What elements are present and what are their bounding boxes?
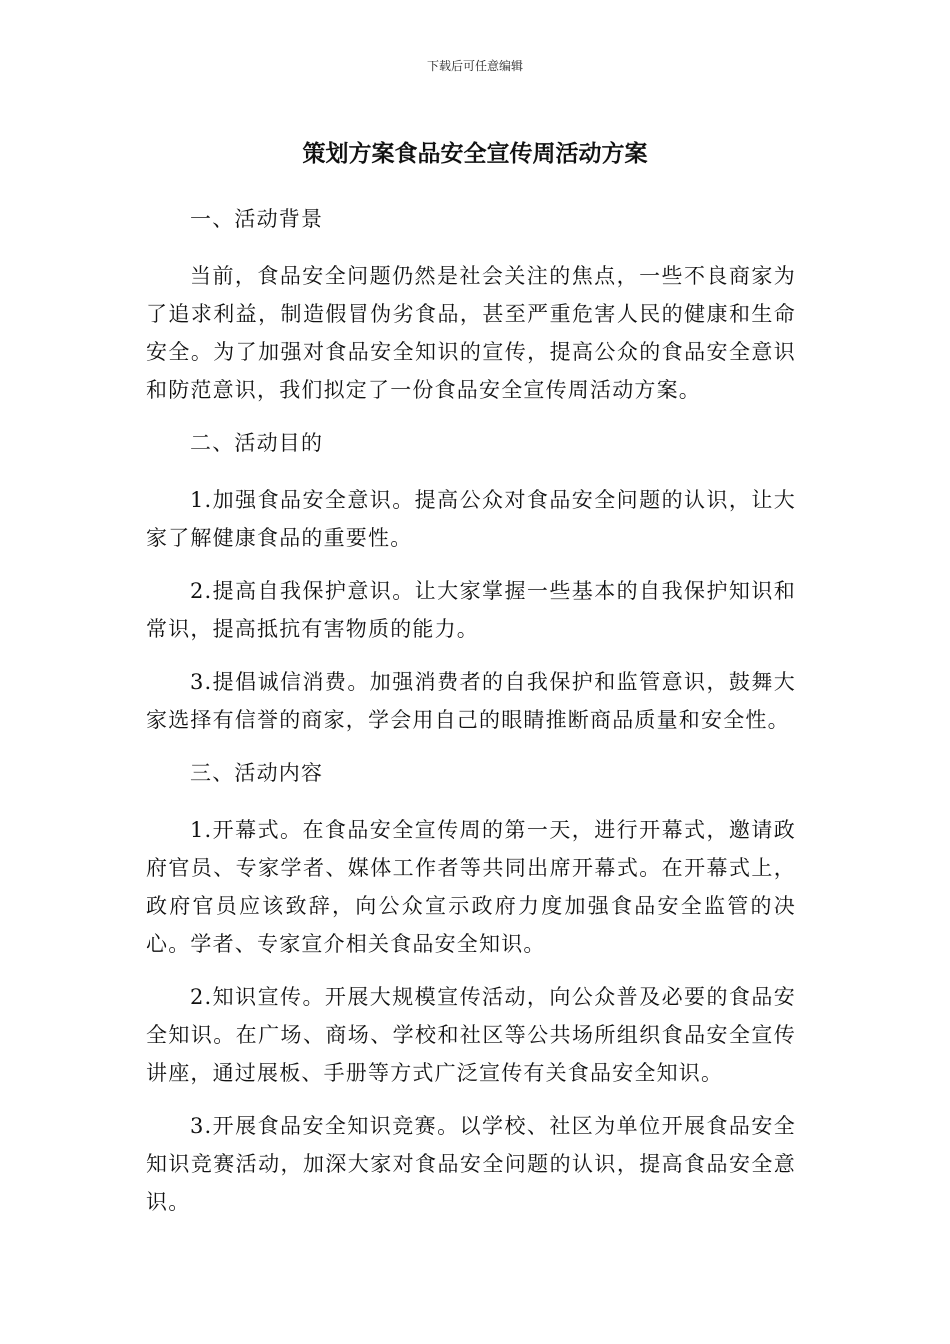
paragraph-content-3: 3.开展食品安全知识竞赛。以学校、社区为单位开展食品安全知识竞赛活动，加深大家对食品安全问题的认识，提高食品安全意识。 (146, 1114, 796, 1214)
document-title: 策划方案食品安全宣传周活动方案 (302, 141, 648, 167)
document-body (146, 200, 796, 1236)
paragraph-background: 当前，食品安全问题仍然是社会关注的焦点，一些不良商家为了追求利益，制造假冒伪劣食品，甚至严重危害人民的健康和生命安全。为了加强对食品安全知识的宣传，提高公众的食品安全意识和防范意识，我们拟定了一份食品安全宣传周活动方案。 (146, 264, 796, 402)
header-note: 下载后可任意编辑 (426, 59, 523, 73)
section-heading-purpose: 二、活动目的 (190, 431, 324, 455)
paragraph-purpose-1: 1.加强食品安全意识。提高公众对食品安全问题的认识，让大家了解健康食品的重要性。 (146, 488, 796, 550)
paragraph-content-2: 2.知识宣传。开展大规模宣传活动，向公众普及必要的食品安全知识。在广场、商场、学校和社区等公共场所组织食品安全宣传讲座，通过展板、手册等方式广泛宣传有关食品安全知识。 (146, 985, 796, 1085)
paragraph-purpose-3: 3.提倡诚信消费。加强消费者的自我保护和监管意识，鼓舞大家选择有信誉的商家，学会用自己的眼睛推断商品质量和安全性。 (146, 670, 796, 732)
section-heading-content: 三、活动内容 (190, 761, 324, 785)
paragraph-content-1: 1.开幕式。在食品安全宣传周的第一天，进行开幕式，邀请政府官员、专家学者、媒体工作者等共同出席开幕式。在开幕式上，政府官员应该致辞，向公众宣示政府力度加强食品安全监管的决心。学者、专家宣介相关食品安全知识。 (146, 818, 796, 956)
section-heading-background: 一、活动背景 (190, 207, 324, 231)
paragraph-purpose-2: 2.提高自我保护意识。让大家掌握一些基本的自我保护知识和常识，提高抵抗有害物质的能力。 (146, 579, 796, 641)
